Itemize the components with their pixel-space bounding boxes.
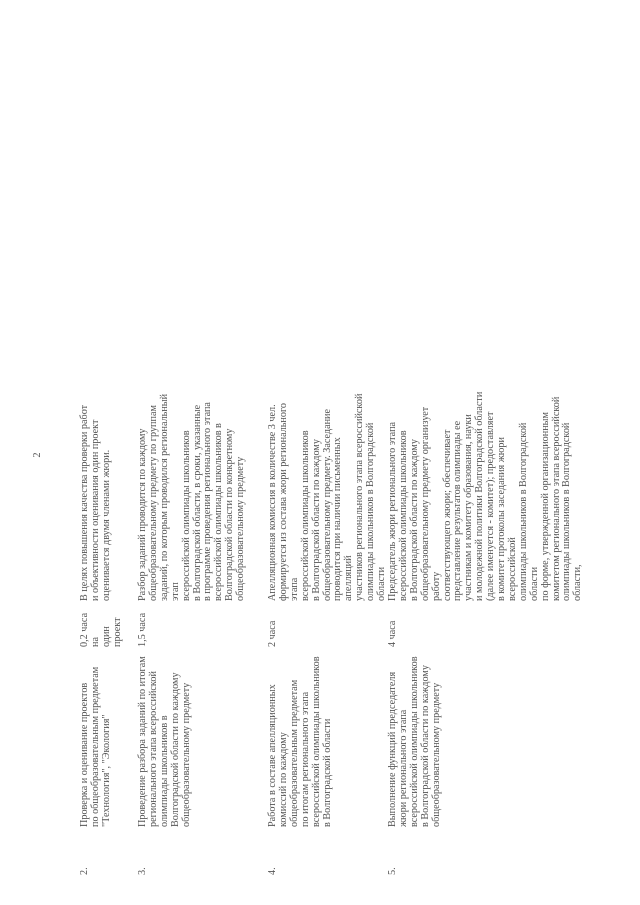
work-type-cell: Выполнение функций председателя жюри регионального этапа всероссийской олимпиады школьников в Волгоградской области по каждому общеобразовательному предмету [386, 656, 442, 827]
work-norms-table [80, 391, 584, 875]
time-norm-cell: 2 часа [267, 620, 278, 647]
work-type-cell: Проверка и оценивание проектов по общеобразовательным предметам "Технология", "Экология" [79, 666, 112, 827]
work-type-cell: Проведение разбора заданий по итогам регионального этапа всероссийской олимпиады школьников в Волгоградской области по каждому общеобразовательному предмету [137, 656, 192, 827]
table-row [80, 391, 138, 875]
rotated-table-frame [30, 35, 620, 875]
table-row [268, 391, 388, 875]
work-type-cell: Работа в составе апелляционных комиссий по каждому общеобразовательным предметам по итогам регионального этапа всероссийской олимпиады школьников в Волгоградской области [267, 656, 333, 827]
time-norm-cell: 4 часа [386, 620, 398, 647]
row-number: 4. [267, 867, 278, 875]
note-cell: Председатель жюри регионального этапа всероссийской олимпиады школьников в Волгоградской области по каждому общеобразовательному предмету организует работу соответствующего жюри; обеспечивает представление результатов олимпиады ее участникам и комитету образования, науки и молодежной политики Волгоградской области (далее именуется - комитет); предоставляет в комитет протоколы заседания жюри всероссийской олимпиады школьников в Волгоградской области по форме, утвержденной организационным комитетом регионального этапа всероссийской олимпиады школьников в Волгоградской области, [386, 391, 584, 601]
time-norm-cell: 1,5 часа [137, 612, 148, 647]
row-number: 2. [79, 867, 90, 875]
page-number: 2 [32, 452, 43, 458]
note-cell: Апелляционная комиссия в количестве 3 чел. формируется из состава жюри регионального этапа всероссийской олимпиады школьников в Волгоградской области по каждому общеобразовательному предмету. Заседание проводится при наличии письменных апелляций участников регионального этапа всероссийской олимпиады школьников в Волгоградской области [267, 393, 388, 601]
time-norm-cell: 0,2 часа на один проект [79, 612, 123, 647]
note-cell: Разбор заданий проводится по каждому общеобразовательному предмету по группам заданий, по которым проводился региональный этап всероссийской олимпиады школьников в Волгоградской области, в сроки, указанные в программе проведения регионального этапа всероссийской олимпиады школьников в Волгоградской области по конкретному общеобразовательному предмету [137, 393, 247, 601]
row-number: 5. [386, 867, 398, 875]
table-row [388, 391, 584, 875]
table-row [138, 391, 268, 875]
note-cell: В целях повышения качества проверки работ и объективности оценивания один проект оценивается двумя членами жюри. [79, 404, 112, 601]
row-number: 3. [137, 867, 148, 875]
